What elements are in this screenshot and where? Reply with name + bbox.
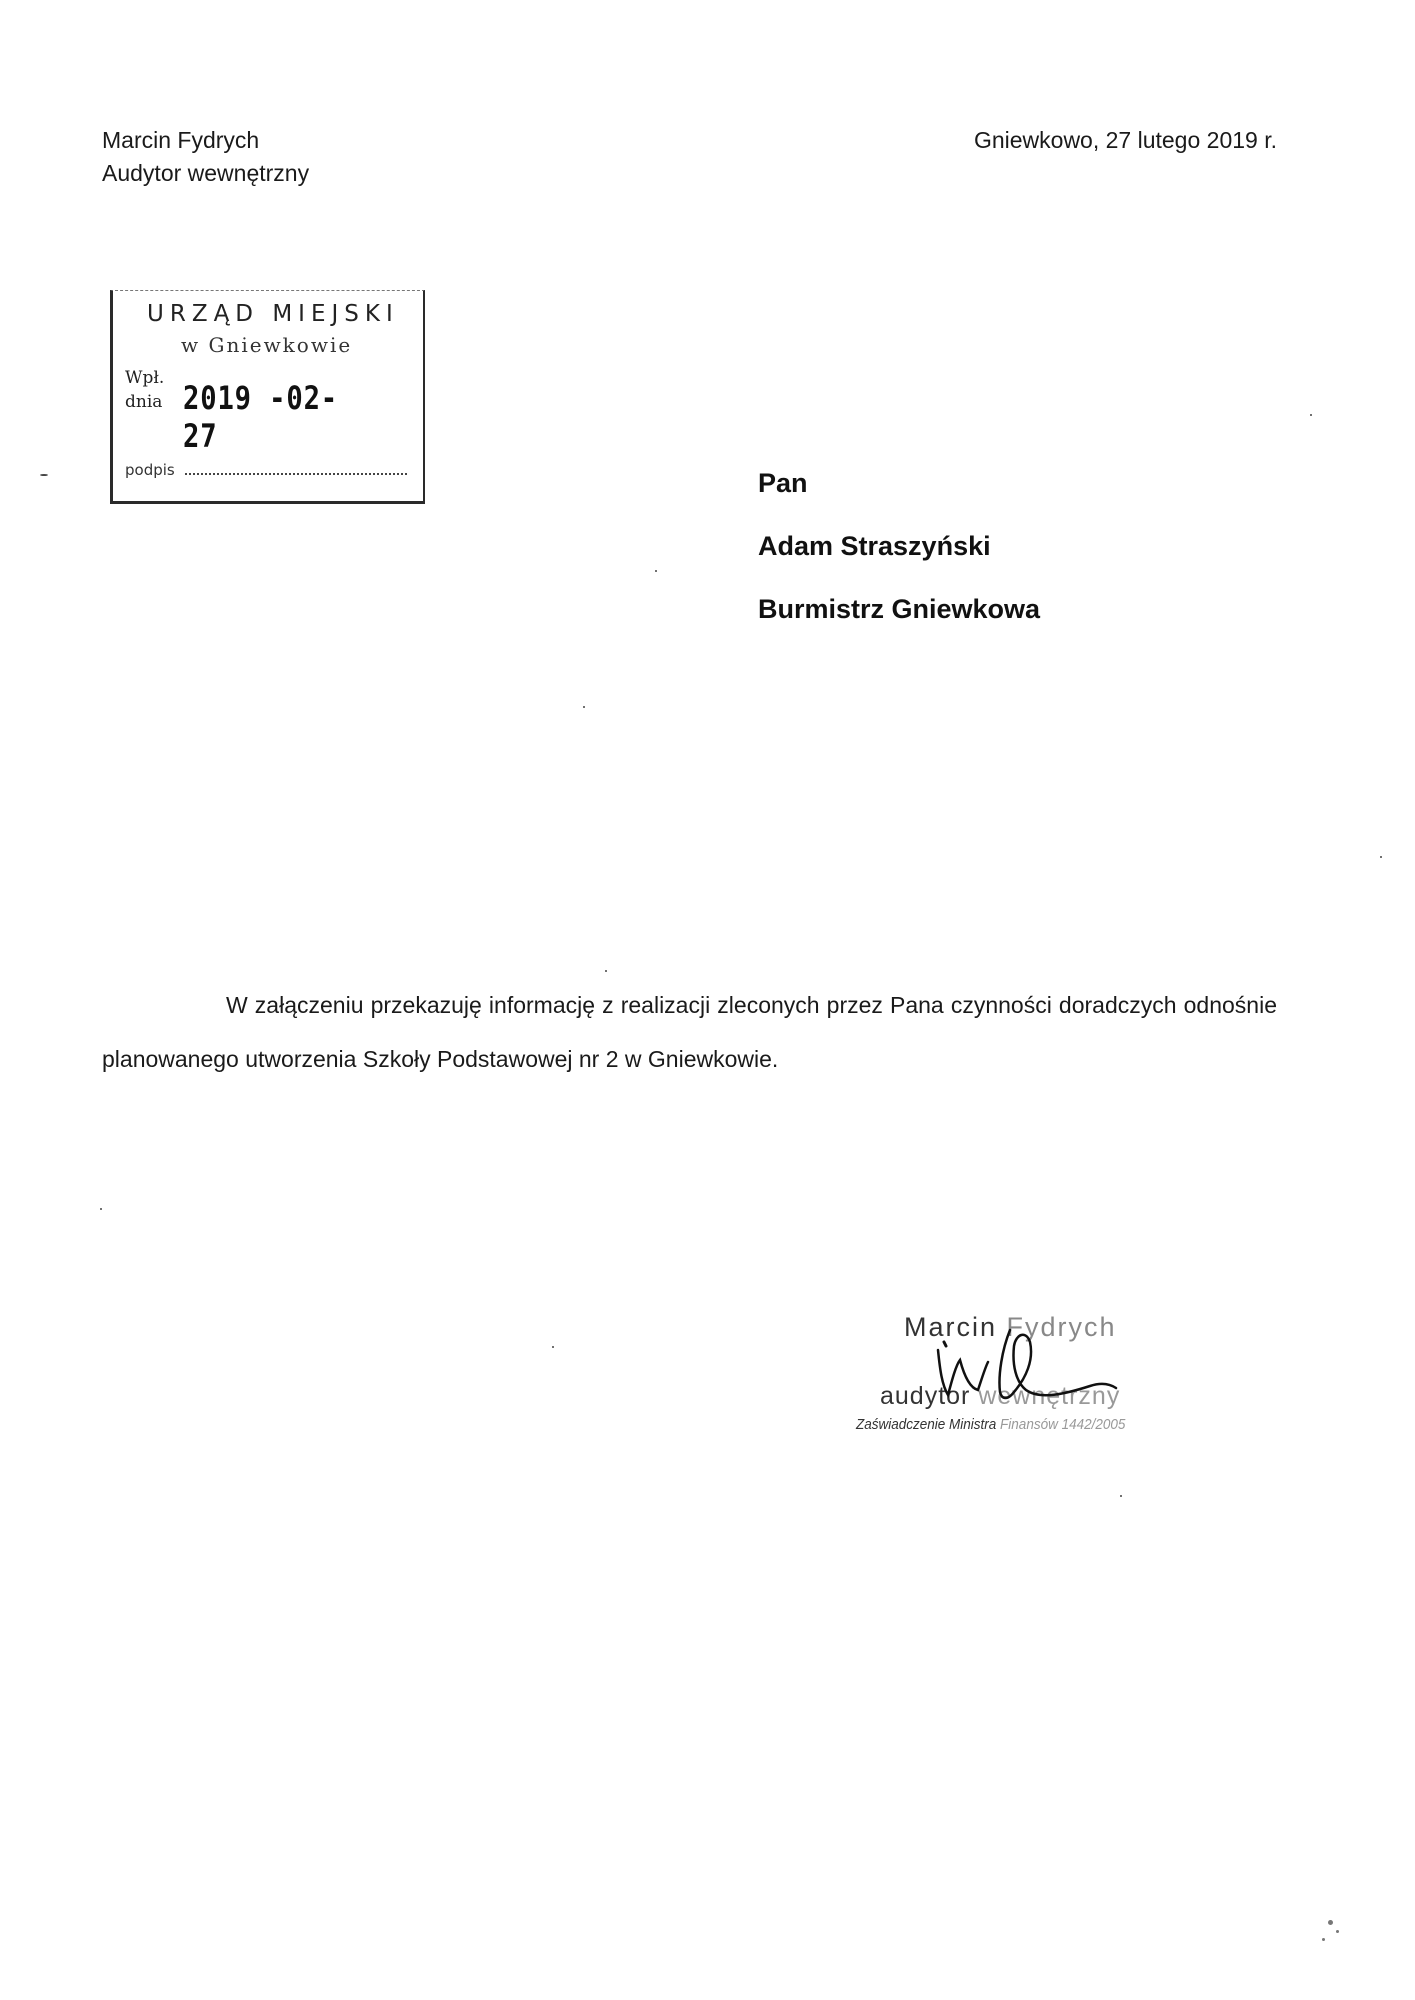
stamp-signature-line [185,473,407,475]
signature-stamp-cert-last: Finansów 1442/2005 [1000,1416,1126,1433]
stamp-received-label [125,366,164,414]
place-date: Gniewkowo, 27 lutego 2019 r. [973,127,1277,153]
signature-stamp-title-last: wewnętrzny [978,1382,1121,1410]
scan-speck [583,706,585,708]
signature-stamp-title-first: audytor [880,1382,971,1410]
signature-stamp-name-first: Marcin [904,1312,998,1342]
sender-block [102,124,309,190]
stamp-podpis-label: podpis [125,461,175,479]
addressee-name: Adam Straszyński [758,531,991,561]
scan-speck [1328,1920,1333,1925]
stamp-wpl-label: Wpł. [125,368,165,388]
scan-speck [1322,1938,1325,1941]
handwritten-signature [930,1320,1130,1430]
scan-speck [552,1346,554,1348]
signature-stamp-cert-first: Zaświadczenie Ministra [856,1416,997,1433]
scan-speck [1310,414,1312,416]
scan-speck [1380,856,1382,858]
stamp-subtitle: w Gniewkowie [181,333,353,357]
sender-title: Audytor wewnętrzny [102,160,310,186]
registry-stamp [110,290,425,504]
stamp-title: URZĄD MIEJSKI [147,301,399,327]
addressee-salutation: Pan [758,468,808,498]
sender-name: Marcin Fydrych [102,127,260,153]
scan-speck [655,570,657,572]
scan-speck [605,970,607,972]
stamp-date: 2019 -02- 27 [183,379,339,455]
stamp-dnia-label: dnia [125,392,163,412]
scan-speck [1120,1495,1122,1497]
letter-body: W załączeniu przekazuję informację z realizacji zleconych przez Pana czynności doradczych odnośnie planowanego utworzenia Szkoły Podstawowej nr 2 w Gniewkowie. [102,992,1277,1072]
addressee-position: Burmistrz Gniewkowa [758,594,1041,624]
scan-speck [40,474,48,476]
signature-stamp-name-last: Fydrych [1006,1312,1117,1342]
scan-speck [1336,1930,1339,1933]
scan-speck [100,1208,102,1210]
